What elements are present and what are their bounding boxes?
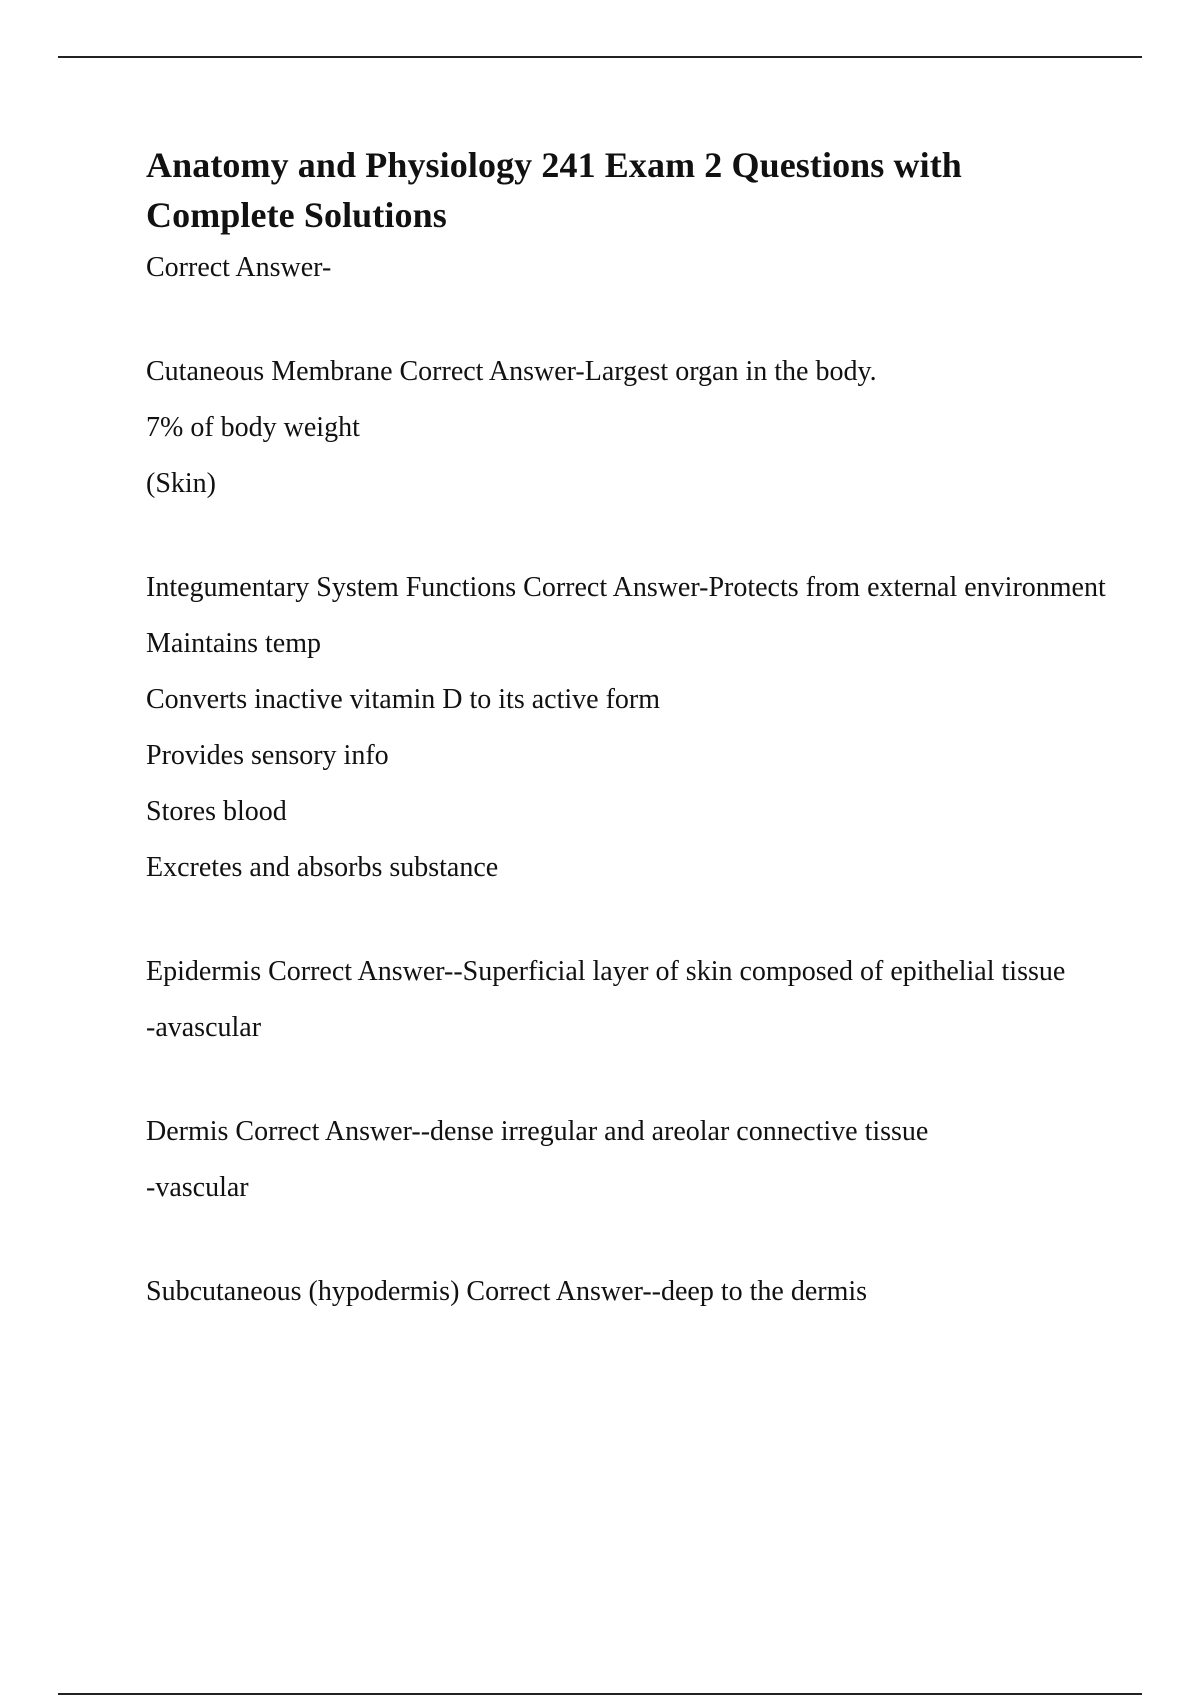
document-title: Anatomy and Physiology 241 Exam 2 Questions with Complete Solutions [146,145,962,235]
intro-line: Correct Answer- [146,252,332,283]
entry-line: Excretes and absorbs substance [146,852,499,883]
entry-line: 7% of body weight [146,412,360,443]
entry-line: Integumentary System Functions Correct Answer-Protects from external environment [146,572,1106,603]
entry-epidermis [146,952,1106,1048]
entry-cutaneous-membrane [146,352,1106,504]
entry-line: -vascular [146,1172,249,1203]
entry-line: Provides sensory info [146,740,389,771]
entry-line: Dermis Correct Answer--dense irregular and areolar connective tissue [146,1116,929,1147]
entry-line: Epidermis Correct Answer--Superficial layer of skin composed of epithelial tissue [146,956,1066,987]
header-rule [58,56,1142,58]
entry-dermis [146,1112,1106,1208]
entry-integumentary-functions [146,568,1106,888]
entry-line: (Skin) [146,468,216,499]
entry-line: Stores blood [146,796,287,827]
entry-subcutaneous [146,1272,1106,1312]
entry-line: Cutaneous Membrane Correct Answer-Largest organ in the body. [146,356,877,387]
entry-line: Maintains temp [146,628,321,659]
entry-line: Subcutaneous (hypodermis) Correct Answer--deep to the dermis [146,1276,868,1307]
footer-rule [58,1693,1142,1695]
document-body [146,140,1106,1312]
entry-line: -avascular [146,1012,262,1043]
entry-line: Converts inactive vitamin D to its active form [146,684,660,715]
